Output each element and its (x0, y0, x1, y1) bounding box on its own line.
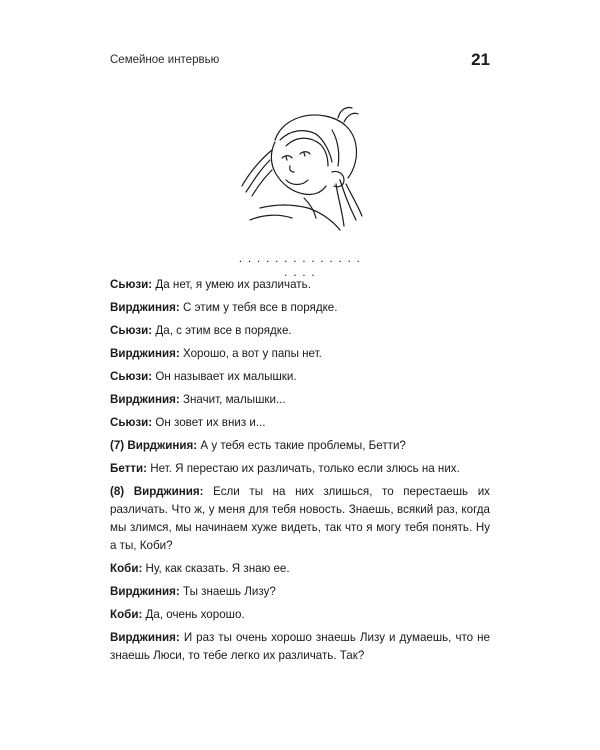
dialogue-line (110, 629, 490, 665)
speaker-label: Коби: (110, 562, 143, 575)
speaker-label: Сьюзи: (110, 370, 153, 383)
dialogue-line (110, 414, 490, 432)
line-text: И раз ты очень хорошо знаешь Лизу и думаешь, что не знаешь Люси, то тебе легко их различать. Так? (110, 631, 490, 662)
dialogue-line (110, 345, 490, 363)
speaker-label: (7) Вирджиния: (110, 439, 198, 452)
line-text: Да нет, я умею их различать. (155, 278, 311, 291)
dialogue-line (110, 437, 490, 455)
dialogue-line (110, 583, 490, 601)
running-title: Семейное интервью (110, 54, 220, 66)
dialogue-line (110, 483, 490, 555)
speaker-label: Вирджиния: (110, 347, 180, 360)
line-text: Да, с этим все в порядке. (155, 324, 292, 337)
speaker-label: Сьюзи: (110, 324, 153, 337)
dialogue-line (110, 391, 490, 409)
dialogue-line (110, 460, 490, 478)
dialogue-line (110, 299, 490, 317)
speaker-label: Коби: (110, 608, 143, 621)
line-text: А у тебя есть такие проблемы, Бетти? (200, 439, 406, 452)
speaker-label: Вирджиния: (110, 585, 180, 598)
line-text: Он зовет их вниз и... (155, 416, 266, 429)
speaker-label: Вирджиния: (110, 301, 180, 314)
line-text: Да, очень хорошо. (145, 608, 245, 621)
speaker-label: Вирджиния: (110, 631, 180, 644)
speaker-label: Бетти: (110, 462, 147, 475)
line-text: Нет. Я перестаю их различать, только если злюсь на них. (150, 462, 460, 475)
section-divider: . . . . . . . . . . . . . . . . . . (238, 251, 362, 279)
dialogue-line (110, 368, 490, 386)
speaker-label: Сьюзи: (110, 416, 153, 429)
speaker-label: (8) Вирджиния: (110, 485, 204, 498)
dialogue-line (110, 322, 490, 340)
line-text: С этим у тебя все в порядке. (183, 301, 338, 314)
line-text: Он называет их малышки. (155, 370, 297, 383)
page-number: 21 (471, 50, 490, 69)
speaker-label: Вирджиния: (110, 393, 180, 406)
dialogue-line (110, 606, 490, 624)
dialogue-line (110, 276, 490, 294)
girl-sketch-illustration (220, 100, 370, 240)
speaker-label: Сьюзи: (110, 278, 153, 291)
line-text: Хорошо, а вот у папы нет. (183, 347, 322, 360)
line-text: Ты знаешь Лизу? (183, 585, 276, 598)
line-text: Ну, как сказать. Я знаю ее. (145, 562, 290, 575)
dialogue-line (110, 560, 490, 578)
line-text: Если ты на них злишься, то перестаешь их различать. Что ж, у меня для тебя новость. Знаешь, всякий раз, когда мы злимся, мы начинаем хуже видеть, так что я могу тебя понять. Ну а ты, Коби? (110, 485, 490, 552)
line-text: Значит, малышки... (183, 393, 286, 406)
page-header (110, 50, 490, 74)
dialogue-transcript (110, 276, 490, 670)
